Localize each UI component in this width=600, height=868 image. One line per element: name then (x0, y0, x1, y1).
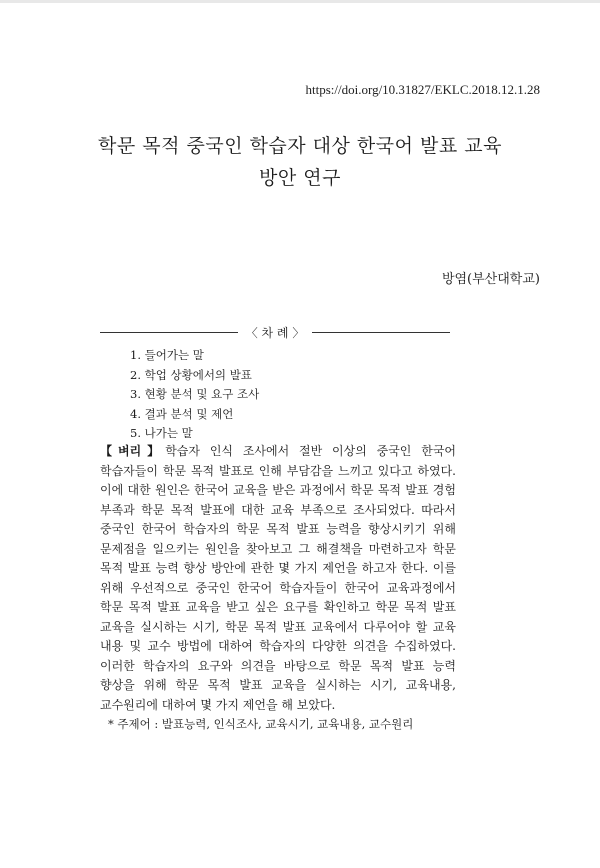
paper-title (60, 130, 540, 194)
title-line-2: 방안 연구 (259, 167, 341, 189)
author: 방염(부산대학교) (441, 272, 540, 287)
toc-item: 4. 결과 분석 및 제언 (130, 406, 234, 421)
toc-item: 1. 들어가는 말 (130, 348, 204, 362)
divider-right (312, 332, 450, 333)
abstract-text: 학습자 인식 조사에서 절반 이상의 중국인 한국어 학습자들이 학문 목적 발표로 인해 부담감을 느끼고 있다고 하였다. 이에 대한 원인은 한국어 교육을 받은 과정에서 학문 목적 발표 경험 부족과 학문 목적 발표에 대한 교육 부족으로 조사되었다. 따라서 중국인 한국어 학습자의 학문 목적 발표 능력을 향상시키기 위해 문제점을 일으키는 원인을 찾아보고 그 해결책을 마련하고자 학문 목적 발표 능력 향상 방안에 관한 몇 가지 제언을 하고자 한다. 이를 위해 우선적으로 중국인 한국어 학습자들이 한국어 교육과정에서 학문 목적 발표 교육을 받고 싶은 요구를 확인하고 학문 목적 발표 교육을 실시하는 시기, 학문 목적 발표 교육에서 다루어야 할 교육 내용 및 교수 방법에 대하여 학습자의 다양한 의견을 수집하였다. 이러한 학습자의 요구와 의견을 바탕으로 학문 목적 발표 능력 향상을 위해 학문 목적 발표 교육을 실시하는 시기, 교육내용, 교수원리에 대하여 몇 가지 제언을 해 보았다. (100, 444, 456, 712)
table-of-contents (130, 346, 259, 444)
toc-item: 3. 현황 분석 및 요구 조사 (130, 387, 260, 401)
toc-item: 2. 학업 상황에서의 발표 (130, 367, 252, 382)
toc-heading-rule (100, 324, 450, 341)
keywords: * 주제어 : 발표능력, 인식조사, 교육시기, 교육내용, 교수원리 (108, 717, 414, 731)
doi-link[interactable]: https://doi.org/10.31827/EKLC.2018.12.1.28 (305, 82, 540, 97)
toc-item: 5. 나가는 말 (130, 426, 193, 440)
abstract-tag: 【벼리】 (100, 444, 166, 458)
abstract (100, 442, 456, 715)
divider-left (100, 332, 238, 333)
page-top-edge (0, 0, 600, 3)
toc-heading: 〈 차 례 〉 (245, 326, 305, 340)
title-line-1: 학문 목적 중국인 학습자 대상 한국어 발표 교육 (97, 135, 502, 157)
